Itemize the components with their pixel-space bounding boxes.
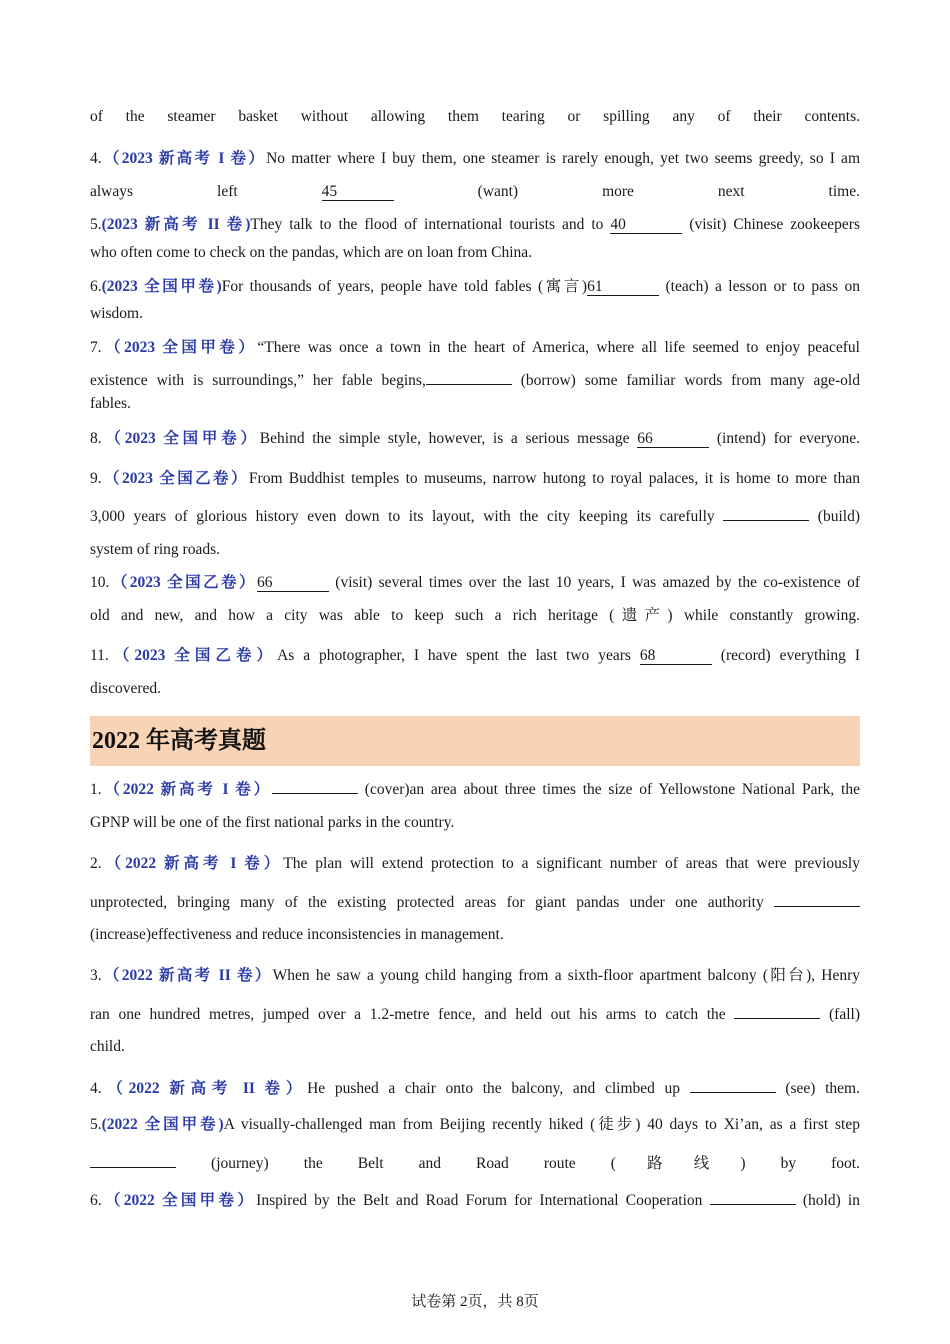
question-line-2023: [90, 335, 860, 357]
question-line-2023: [90, 426, 860, 448]
question-text: discovered.: [90, 680, 162, 697]
question-text: always left: [90, 183, 322, 200]
question-line-2022: [90, 889, 860, 912]
question-text: (intend) for everyone.: [709, 430, 860, 447]
exam-source-tag: (2023 全国甲卷): [101, 278, 222, 295]
question-number: 6.: [90, 278, 102, 295]
question-text: (build): [809, 508, 860, 525]
answer-blank[interactable]: 68: [640, 647, 712, 665]
answer-blank[interactable]: 66: [257, 574, 329, 592]
question-line-2022: [90, 851, 860, 873]
question-line-2023: [90, 570, 860, 592]
question-text: (want) more next time.: [393, 183, 860, 200]
question-text: who often come to check on the pandas, which are on loan from China.: [90, 244, 533, 261]
exam-source-tag: （2023 全国甲卷）: [101, 339, 258, 356]
exam-source-tag: (2023 新高考 II 卷): [101, 216, 251, 233]
question-number: 3.: [90, 967, 102, 984]
page-footer: 试卷第 2页，共 8页: [411, 1294, 539, 1310]
question-line-2023: [90, 367, 860, 390]
question-number: 5.: [90, 1116, 102, 1133]
question-number: 4.: [90, 150, 102, 167]
question-line-2023: [90, 274, 860, 296]
question-text: No matter where I buy them, one steamer is rarely enough, yet two seems greedy, so I am: [266, 150, 860, 167]
question-line-2022: [90, 926, 860, 944]
question-text: (journey) the Belt and Road route (路线) by foot.: [176, 1155, 860, 1172]
exam-source-tag: （2023 新高考 I 卷）: [101, 150, 267, 167]
question-text: old and new, and how a city was able to keep such a rich heritage (遗产) while constantly growing.: [90, 607, 860, 624]
question-text: (visit) several times over the last 10 years, I was amazed by the co-existence of: [328, 574, 860, 591]
question-text: He pushed a chair onto the balcony, and climbed up: [307, 1080, 690, 1097]
question-number: 1.: [90, 781, 102, 798]
question-number: 4.: [90, 1080, 102, 1097]
question-text: (hold) in: [795, 1192, 860, 1209]
question-text: “There was once a town in the heart of America, where all life seemed to enjoy peaceful: [257, 339, 860, 356]
question-line-2023: [90, 643, 860, 665]
question-line-2023: [90, 146, 860, 168]
question-line-2022: [90, 814, 860, 832]
question-text: The plan will extend protection to a significant number of areas that were previously: [283, 855, 860, 872]
question-number: 5.: [90, 216, 102, 233]
question-text: child.: [90, 1038, 125, 1055]
section-title: 2022 年高考真题: [92, 728, 266, 754]
question-line-2022: [90, 1001, 860, 1024]
question-line-2022: [90, 776, 860, 799]
exam-source-tag: （2023 全国甲卷）: [101, 430, 260, 447]
question-text: (cover)an area about three times the size of Yellowstone National Park, the: [358, 781, 860, 798]
question-text: unprotected, bringing many of the existing protected areas for giant pandas under one authority: [90, 894, 774, 911]
section-header-2022: [90, 716, 860, 766]
exam-source-tag: （2022 新高考 II 卷）: [101, 1080, 308, 1097]
exam-source-tag: (2022 全国甲卷): [101, 1116, 224, 1133]
question-number: 2.: [90, 855, 102, 872]
answer-blank[interactable]: [734, 1001, 820, 1019]
answer-blank[interactable]: [272, 776, 358, 794]
question-number: 11.: [90, 647, 109, 664]
question-text: wisdom.: [90, 305, 143, 322]
question-text: fables.: [90, 395, 131, 412]
question-text: From Buddhist temples to museums, narrow hutong to royal palaces, it is home to more than: [248, 470, 860, 487]
question-line-2022: [90, 1150, 860, 1173]
question-text: existence with is surroundings,” her fable begins,: [90, 372, 426, 389]
exam-source-tag: （2023 全国乙卷）: [109, 574, 257, 591]
question-text: Inspired by the Belt and Road Forum for International Cooperation: [256, 1192, 710, 1209]
answer-blank[interactable]: 40: [610, 216, 682, 234]
question-line-2023: [90, 212, 860, 234]
question-text: (increase)effectiveness and reduce inconsistencies in management.: [90, 926, 504, 943]
question-text: ran one hundred metres, jumped over a 1.2-metre fence, and held out his arms to catch the: [90, 1006, 735, 1023]
answer-blank[interactable]: 66: [637, 430, 709, 448]
question-line-2022: [90, 1187, 860, 1210]
answer-blank[interactable]: [710, 1187, 796, 1205]
question-text: (borrow) some familiar words from many age-old: [511, 372, 860, 389]
answer-blank[interactable]: [723, 503, 809, 521]
question-text: (record) everything I: [711, 647, 860, 664]
question-number: 7.: [90, 339, 102, 356]
exam-source-tag: （2022 新高考 II 卷）: [101, 967, 273, 984]
answer-blank[interactable]: 45: [322, 183, 394, 201]
exam-source-tag: （2022 新高考 I 卷）: [101, 855, 284, 872]
answer-blank[interactable]: [774, 889, 860, 907]
exam-source-tag: （2022 全国甲卷）: [101, 1192, 257, 1209]
question-line-2023: [90, 108, 860, 126]
question-line-2022: [90, 1038, 860, 1056]
question-text: Behind the simple style, however, is a serious message: [259, 430, 638, 447]
question-text: (teach) a lesson or to pass on: [659, 278, 861, 295]
question-text: GPNP will be one of the first national parks in the country.: [90, 814, 455, 831]
question-text: 3,000 years of glorious history even down to its layout, with the city keeping its carefully: [90, 508, 724, 525]
question-text: (fall): [820, 1006, 860, 1023]
question-line-2023: [90, 541, 860, 559]
question-number: 9.: [90, 470, 102, 487]
question-number: 6.: [90, 1192, 102, 1209]
question-line-2023: [90, 183, 860, 201]
exam-source-tag: （2023 全国乙卷）: [108, 647, 278, 664]
question-number: 10.: [90, 574, 110, 591]
question-line-2023: [90, 305, 860, 323]
question-text: (visit) Chinese zookeepers: [682, 216, 860, 233]
exam-source-tag: （2022 新高考 I 卷）: [101, 781, 273, 798]
answer-blank[interactable]: [426, 367, 512, 385]
question-text: They talk to the flood of international tourists and to: [250, 216, 611, 233]
question-text: A visually-challenged man from Beijing recently hiked (徒步) 40 days to Xi’an, as a first step: [223, 1116, 860, 1133]
answer-blank[interactable]: [690, 1075, 776, 1093]
question-line-2022: [90, 1075, 860, 1098]
question-line-2023: [90, 680, 860, 698]
question-text: of the steamer basket without allowing them tearing or spilling any of their contents.: [90, 108, 860, 125]
answer-blank[interactable]: [90, 1150, 176, 1168]
exam-source-tag: （2023 全国乙卷）: [101, 470, 249, 487]
question-line-2022: [90, 1112, 860, 1134]
question-line-2023: [90, 395, 860, 413]
question-text: As a photographer, I have spent the last two years: [277, 647, 640, 664]
question-line-2023: [90, 503, 860, 526]
question-number: 8.: [90, 430, 102, 447]
answer-blank[interactable]: 61: [587, 278, 659, 296]
question-line-2023: [90, 603, 860, 625]
question-text: system of ring roads.: [90, 541, 221, 558]
question-text: When he saw a young child hanging from a sixth-floor apartment balcony (阳台), Henry: [272, 967, 860, 984]
question-text: For thousands of years, people have told fables (寓言): [221, 278, 588, 295]
question-line-2023: [90, 466, 860, 488]
question-line-2022: [90, 963, 860, 985]
question-line-2023: [90, 244, 860, 262]
question-text: (see) them.: [775, 1080, 860, 1097]
